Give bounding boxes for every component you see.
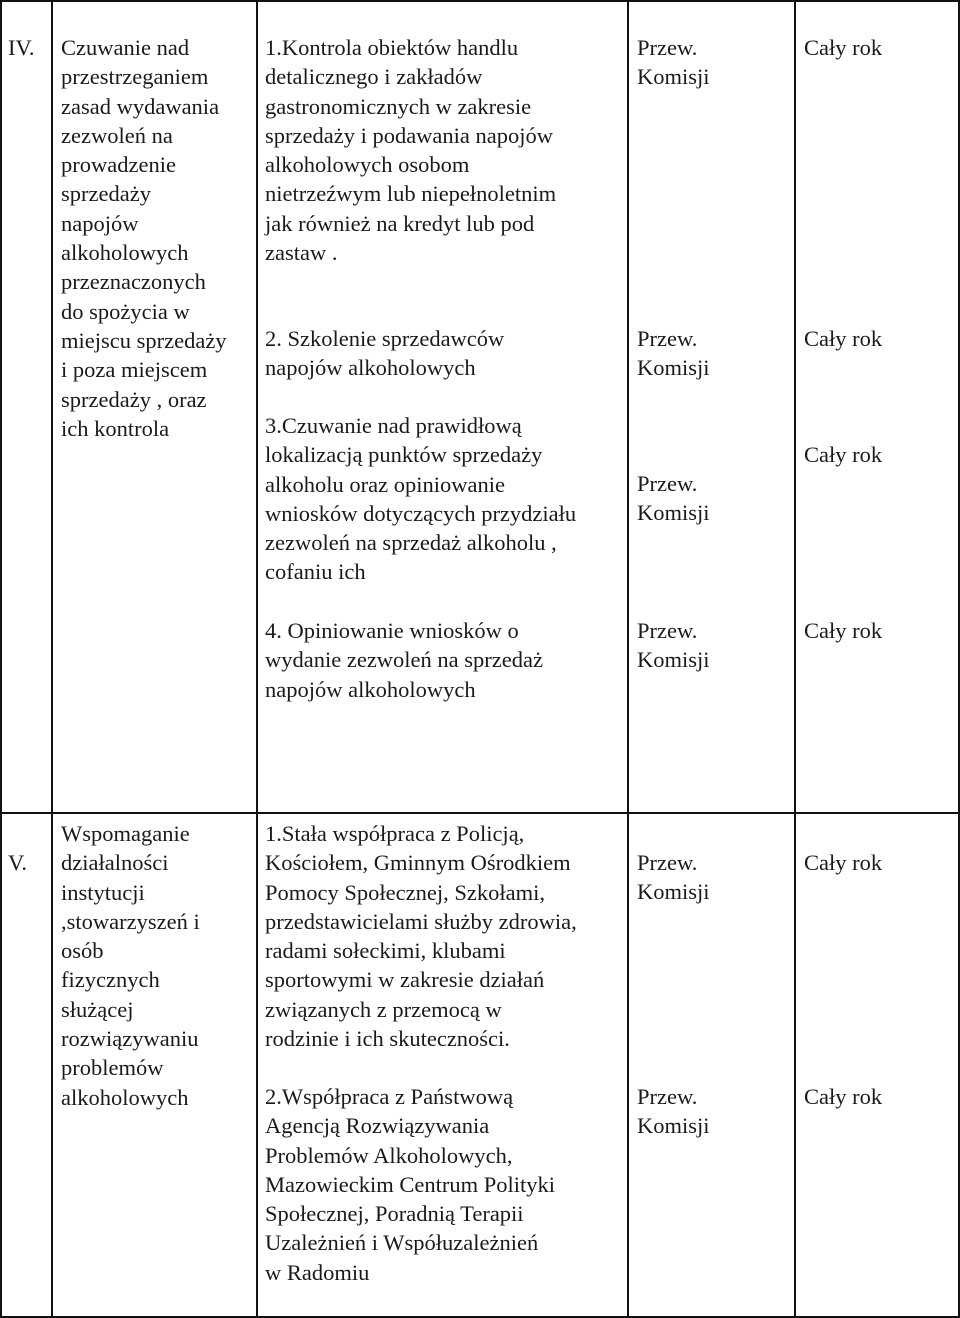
activity-item: 3.Czuwanie nad prawidłową lokalizacją punktów sprzedaży alkoholu oraz opiniowanie wniosków dotyczących przydziału zezwoleń na sprzedaż alkoholu , cofaniu ich [265,413,577,585]
activity-item: 1.Kontrola obiektów handlu detalicznego i zakładów gastronomicznych w zakresie sprzedaży i podawania napojów alkoholowych osobom nietrzeźwym lub niepełnoletnim jak również na kredyt lub pod zastaw . [265,35,557,266]
term: Cały rok [804,326,883,351]
term: Cały rok [804,850,883,875]
responsible-person: Przew. Komisji [637,1084,710,1139]
table-border-left [0,0,2,1318]
activity-item: 2. Szkolenie sprzedawców napojów alkoholowych [265,326,505,381]
row-number: V. [8,850,27,875]
activity-item: 2.Współpraca z Państwową Agencją Rozwiązywania Problemów Alkoholowych, Mazowieckim Centrum Polityki Społecznej, Poradnią Terapii Uzależnień i Współuzależnień w Radomiu [265,1084,555,1285]
column-divider [51,0,53,1318]
responsible-person: Przew. Komisji [637,471,710,526]
activity-item: 1.Stała współpraca z Policją, Kościołem, Gminnym Ośrodkiem Pomocy Społecznej, Szkołami, przedstawicielami służby zdrowia, radami sołeckimi, klubami sportowymi w zakresie działań związanych z przemocą w rodzinie i ich skuteczności. [265,821,577,1052]
responsible-person: Przew. Komisji [637,850,710,905]
term: Cały rok [804,442,883,467]
table-border-top [0,0,960,2]
responsible-person: Przew. Komisji [637,35,710,90]
responsible-person: Przew. Komisji [637,326,710,381]
activity-item: 4. Opiniowanie wniosków o wydanie zezwoleń na sprzedaż napojów alkoholowych [265,618,543,702]
task-description: Czuwanie nad przestrzeganiem zasad wydawania zezwoleń na prowadzenie sprzedaży napojów alkoholowych przeznaczonych do spożycia w miejscu sprzedaży i poza miejscem sprzedaży , oraz ich kontrola [61,35,227,441]
term: Cały rok [804,618,883,643]
column-divider [627,0,629,1318]
row-divider [0,812,960,814]
column-divider [256,0,258,1318]
responsible-person: Przew. Komisji [637,618,710,673]
row-number: IV. [8,35,35,60]
term: Cały rok [804,1084,883,1109]
column-divider [794,0,796,1318]
task-description: Wspomaganie działalności instytucji ,stowarzyszeń i osób fizycznych służącej rozwiązywaniu problemów alkoholowych [61,821,200,1110]
term: Cały rok [804,35,883,60]
